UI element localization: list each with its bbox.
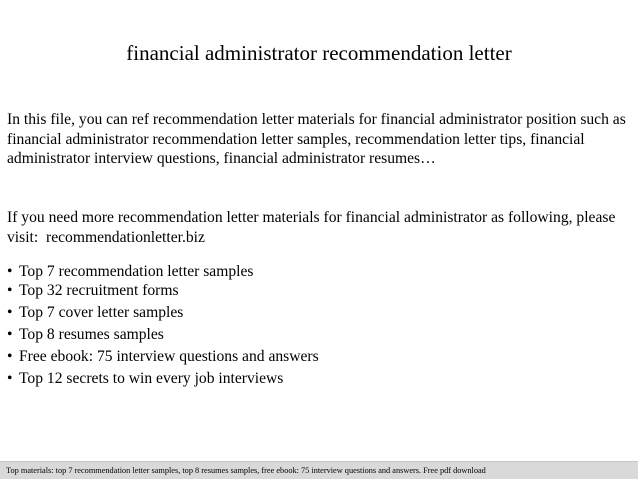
list-item-label: Top 32 recruitment forms: [19, 282, 179, 299]
footer-text: Top materials: top 7 recommendation letter samples, top 8 resumes samples, free ebook: 75 interview questions and answers. Free pdf download: [6, 466, 486, 475]
list-item: [7, 325, 632, 347]
list-item-label: Top 12 secrets to win every job interviews: [19, 370, 284, 387]
list-item: [7, 281, 632, 303]
bullet-icon: •: [7, 370, 13, 387]
list-item-label: Top 7 recommendation letter samples: [19, 263, 254, 280]
list-item: [7, 369, 632, 391]
list-item-label: Top 7 cover letter samples: [19, 304, 184, 321]
materials-list: [7, 262, 632, 391]
intro-paragraph: In this file, you can ref recommendation letter materials for financial administrator position such as financial administrator recommendation letter samples, recommendation letter tips, financial administrator interview questions, financial administrator resumes…: [7, 111, 626, 167]
list-item: [7, 347, 632, 369]
more-info-paragraph: [7, 208, 632, 247]
page-title: financial administrator recommendation letter: [126, 41, 512, 65]
more-info-text: If you need more recommendation letter materials for financial administrator as following, please visit:: [7, 209, 616, 246]
bullet-icon: •: [7, 348, 13, 365]
bullet-icon: •: [7, 263, 13, 280]
bullet-icon: •: [7, 326, 13, 343]
bullet-icon: •: [7, 304, 13, 321]
list-item: [7, 303, 632, 325]
list-item-label: Top 8 resumes samples: [19, 326, 164, 343]
footer-bar: [0, 461, 638, 479]
bullet-icon: •: [7, 282, 13, 299]
list-item-label: Free ebook: 75 interview questions and answers: [19, 348, 319, 365]
content-body: [7, 110, 632, 391]
website-link[interactable]: recommendationletter.biz: [46, 228, 205, 246]
list-item: [7, 262, 632, 281]
